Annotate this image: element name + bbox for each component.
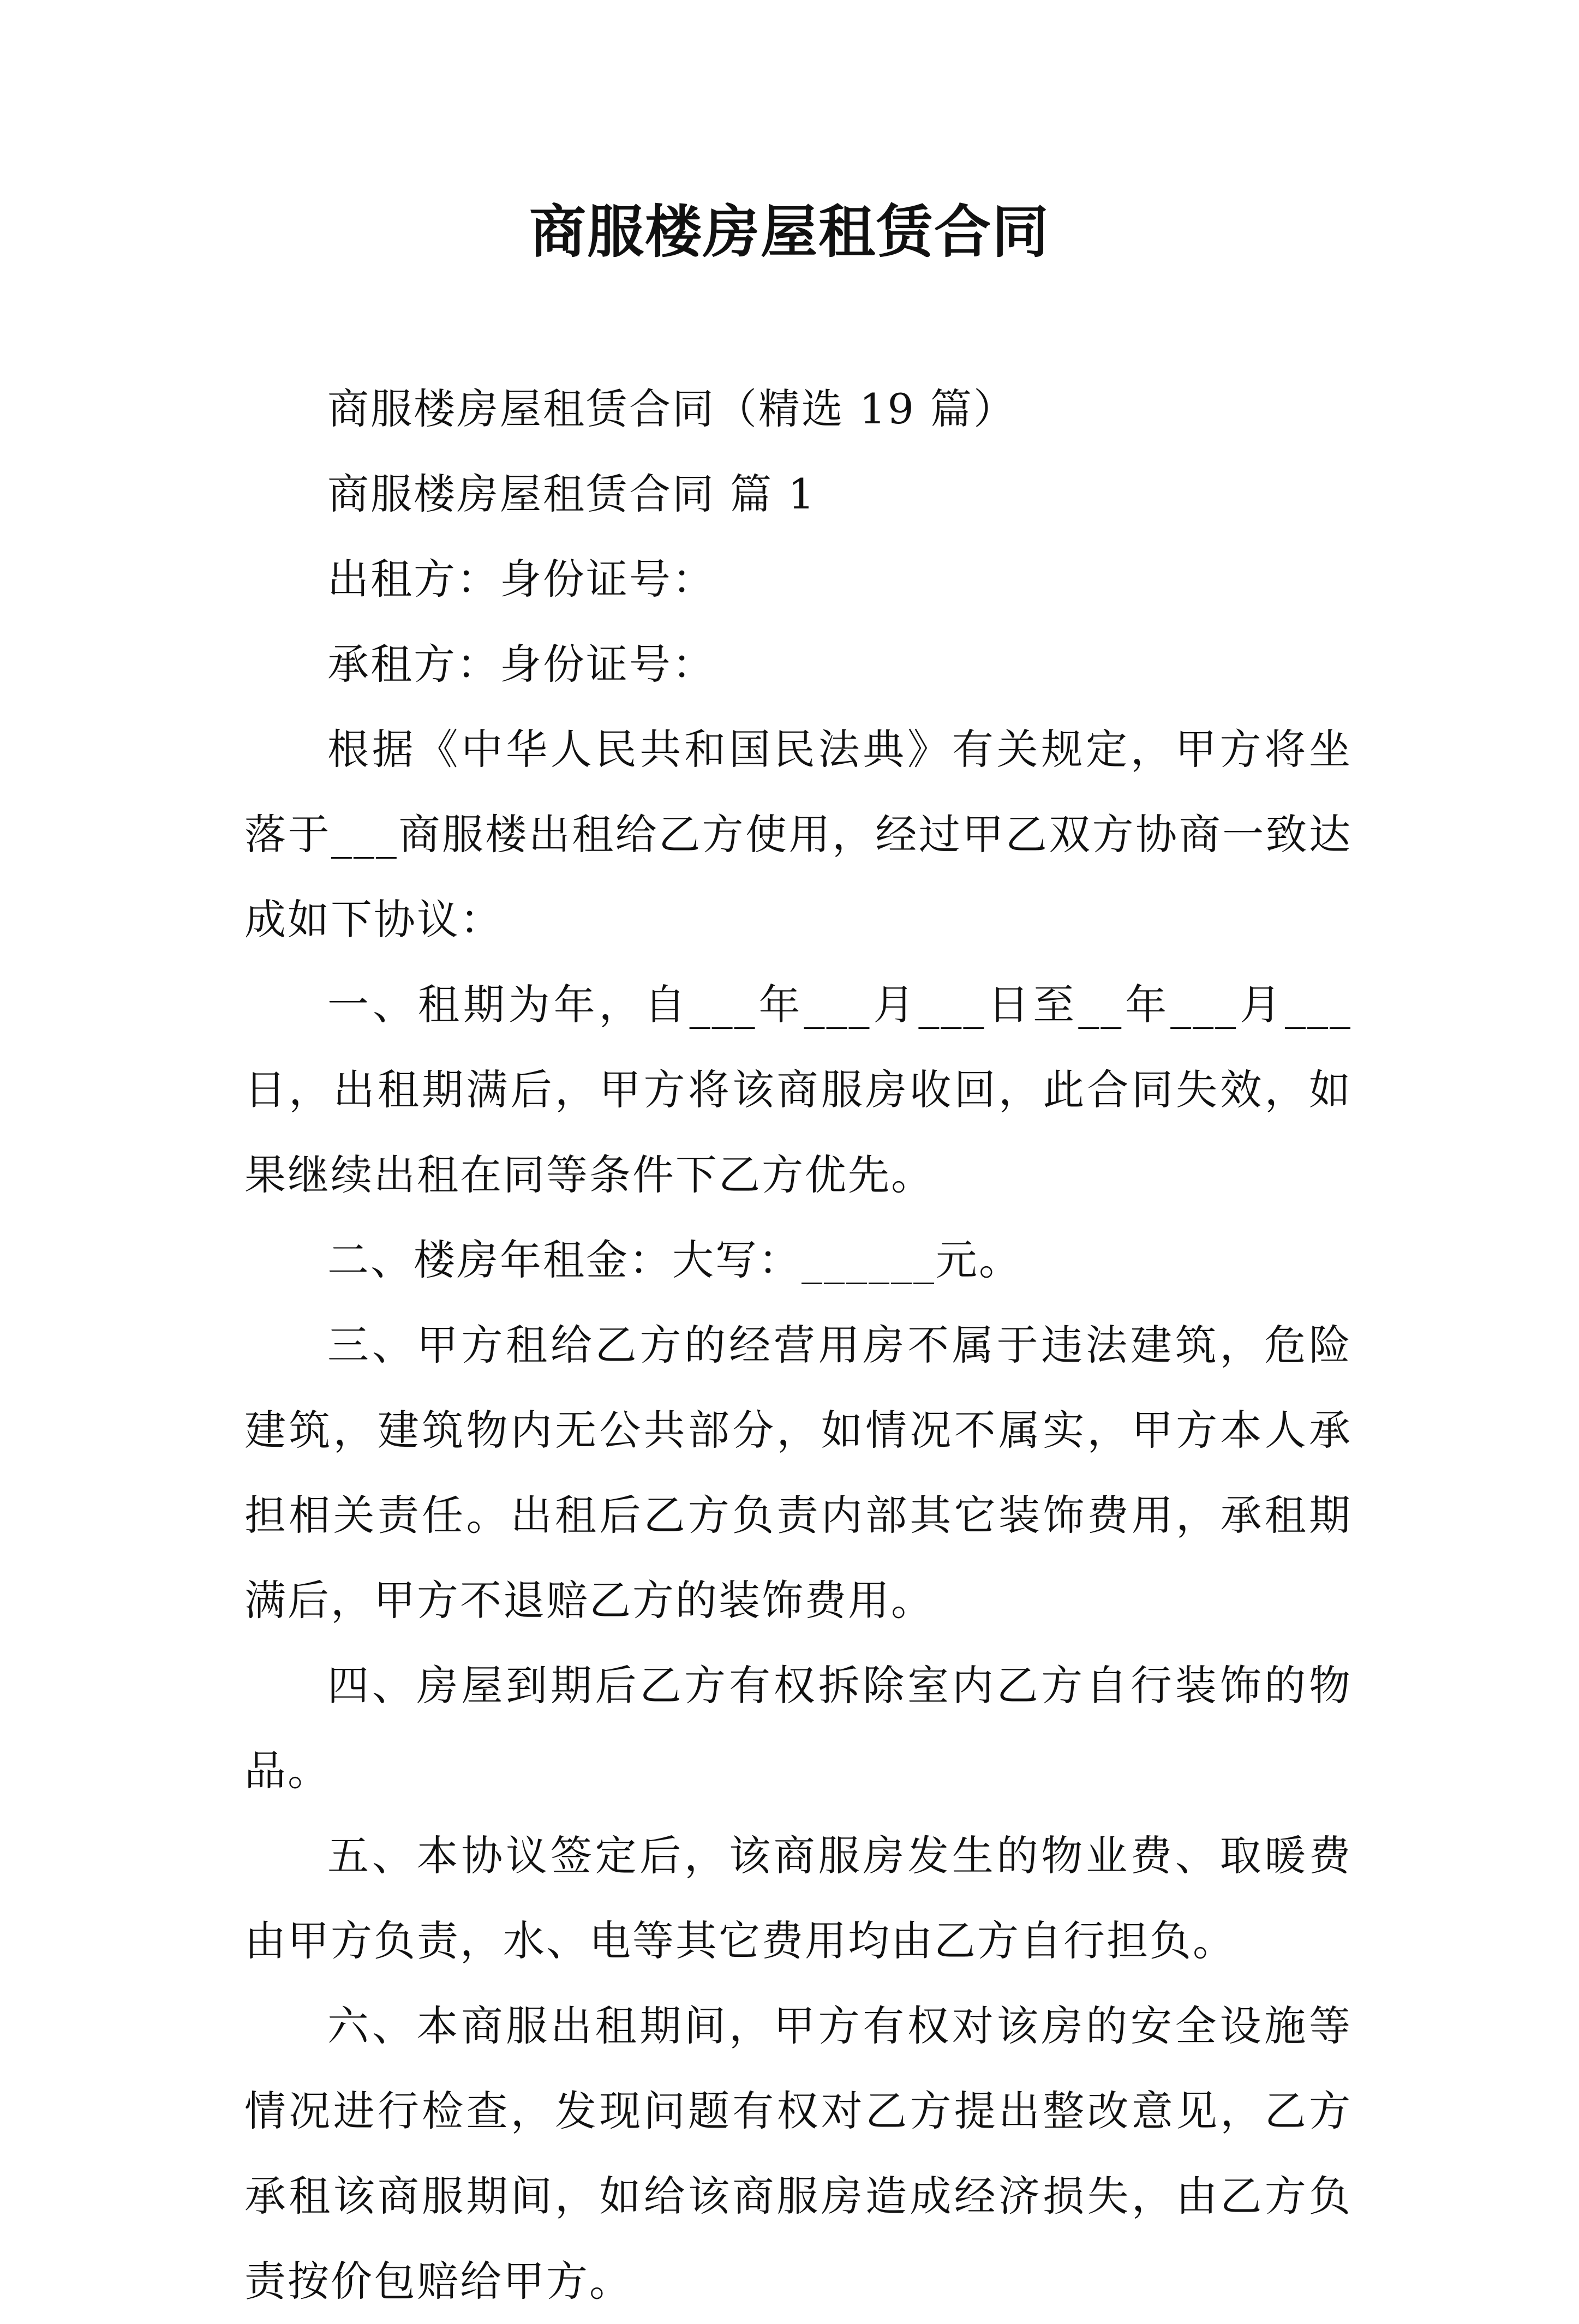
paragraph-clause-3: 三、甲方租给乙方的经营用房不属于违法建筑，危险建筑，建筑物内无公共部分，如情况不属实，甲方本人承担相关责任。出租后乙方负责内部其它装饰费用，承租期满后，甲方不退赔乙方的装饰费用。 [244, 1321, 1352, 1625]
paragraph-clause-1: 一、租期为年，自___年___月___日至__年___月___日，出租期满后，甲方将该商服房收回，此合同失效，如果继续出租在同等条件下乙方优先。 [244, 980, 1352, 1199]
paragraph-clause-2: 二、楼房年租金：大写：______元。 [327, 1236, 1022, 1284]
paragraph-clause-5: 五、本协议签定后，该商服房发生的物业费、取暖费由甲方负责，水、电等其它费用均由乙方自行担负。 [244, 1831, 1352, 1965]
document-title: 商服楼房屋租赁合同 [529, 198, 1050, 265]
paragraph-lessor: 出租方：身份证号： [327, 555, 715, 603]
paragraph-preamble: 根据《中华人民共和国民法典》有关规定，甲方将坐落于___商服楼出租给乙方使用，经过甲乙双方协商一致达成如下协议： [244, 725, 1352, 944]
paragraph-clause-6: 六、本商服出租期间，甲方有权对该房的安全设施等情况进行检查，发现问题有权对乙方提出整改意见，乙方承租该商服期间，如给该商服房造成经济损失，由乙方负责按价包赔给甲方。 [244, 2002, 1352, 2305]
paragraph-collection-heading: 商服楼房屋租赁合同（精选 19 篇） [327, 385, 1017, 433]
paragraph-clause-4: 四、房屋到期后乙方有权拆除室内乙方自行装饰的物品。 [244, 1661, 1352, 1795]
paragraph-section-heading: 商服楼房屋租赁合同 篇 1 [327, 470, 816, 518]
document-body [244, 367, 1352, 2324]
paragraph-lessee: 承租方：身份证号： [327, 640, 715, 688]
